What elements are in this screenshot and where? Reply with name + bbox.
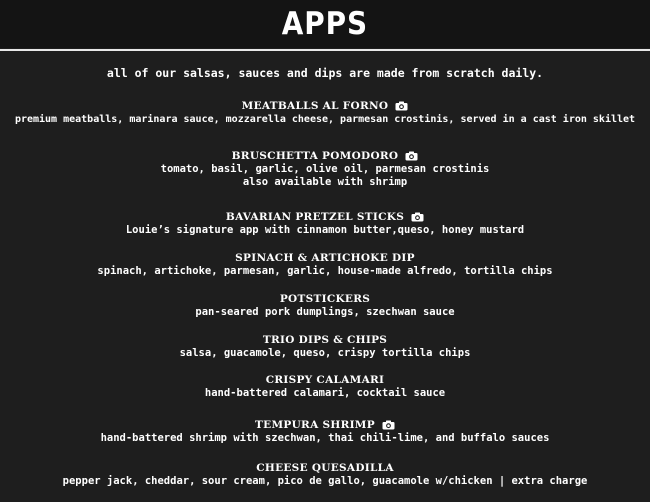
menu-item-trio-dips-and-chips	[0, 333, 650, 360]
menu-item-title	[0, 373, 650, 387]
menu-item-title	[0, 149, 650, 163]
menu-item-description: pan-seared pork dumplings, szechwan sauce	[195, 306, 455, 318]
menu-item-description: Louie’s signature app with cinnamon butter,queso, honey mustard	[125, 224, 525, 236]
menu-item-spinach-and-artichoke-dip	[0, 251, 650, 278]
menu-tagline: all of our salsas, sauces and dips are made from scratch daily.	[106, 66, 544, 80]
menu-item-title	[0, 210, 650, 224]
menu-item-description: hand-battered calamari, cocktail sauce	[204, 387, 446, 399]
menu-item-name: POTSTICKERS	[279, 293, 371, 305]
page-header	[0, 0, 650, 48]
menu-item-title	[0, 461, 650, 475]
menu-item-title	[0, 418, 650, 432]
menu-item-meatballs-al-forno	[0, 99, 650, 126]
camera-icon[interactable]	[395, 101, 408, 111]
camera-icon[interactable]	[411, 212, 424, 222]
camera-icon[interactable]	[405, 151, 418, 161]
menu-item-title	[0, 333, 650, 347]
menu-item-description: salsa, guacamole, queso, crispy tortilla chips	[179, 347, 471, 359]
menu-item-description: spinach, artichoke, parmesan, garlic, house-made alfredo, tortilla chips	[97, 265, 553, 277]
menu-item-name: SPINACH & ARTICHOKE DIP	[235, 252, 415, 264]
menu-item-title	[0, 99, 650, 113]
menu-item-description: premium meatballs, marinara sauce, mozzarella cheese, parmesan crostinis, served in a cast iron skillet	[14, 114, 636, 125]
menu-item-crispy-calamari	[0, 373, 650, 400]
menu-item-bavarian-pretzel-sticks	[0, 210, 650, 237]
menu-item-name: TRIO DIPS & CHIPS	[262, 334, 388, 346]
menu-item-name: TEMPURA SHRIMP	[255, 419, 375, 431]
menu-item-name: BRUSCHETTA POMODORO	[231, 150, 399, 162]
menu-item-tempura-shrimp	[0, 418, 650, 445]
page-title: APPS	[281, 6, 369, 42]
menu-item-title	[0, 251, 650, 265]
menu-item-name: MEATBALLS AL FORNO	[241, 100, 389, 112]
menu-item-description: hand-battered shrimp with szechwan, thai chili-lime, and buffalo sauces	[100, 432, 550, 444]
menu-item-name: BAVARIAN PRETZEL STICKS	[225, 211, 405, 223]
menu-item-description: also available with shrimp	[242, 176, 408, 188]
menu-item-description: pepper jack, cheddar, sour cream, pico de gallo, guacamole w/chicken | extra charge	[62, 475, 588, 487]
menu-item-potstickers	[0, 292, 650, 319]
menu-item-cheese-quesadilla	[0, 461, 650, 488]
menu-item-description: tomato, basil, garlic, olive oil, parmesan crostinis	[160, 163, 490, 175]
header-divider	[0, 49, 650, 51]
menu-item-title	[0, 292, 650, 306]
menu-item-name: CHEESE QUESADILLA	[256, 462, 394, 474]
menu-item-name: CRISPY CALAMARI	[265, 374, 385, 386]
menu-item-bruschetta-pomodoro	[0, 149, 650, 189]
camera-icon[interactable]	[382, 420, 395, 430]
